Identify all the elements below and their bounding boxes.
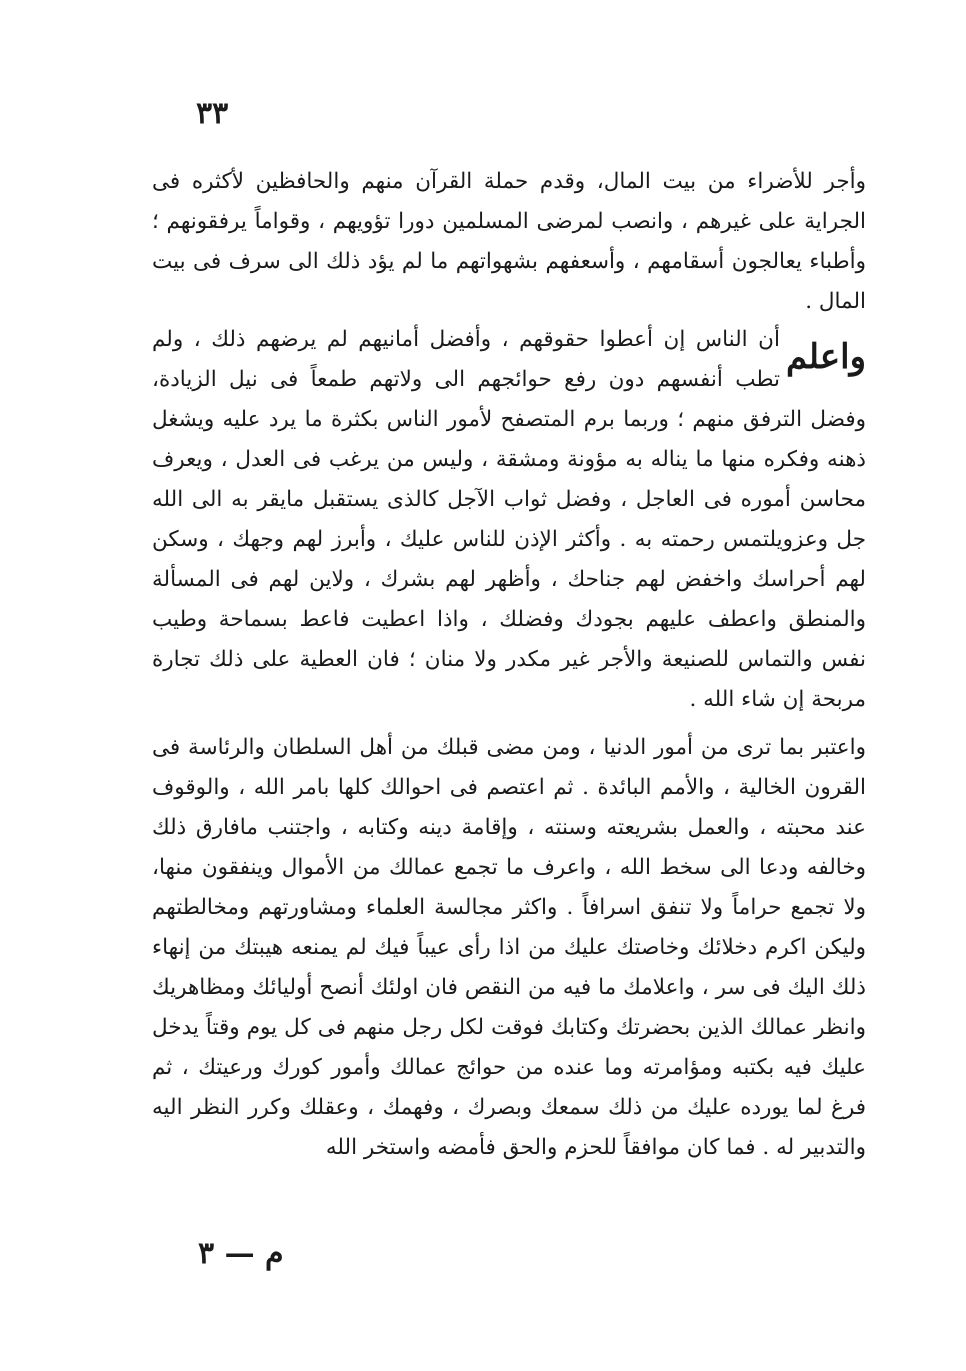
paragraph-1 <box>152 162 866 322</box>
page-number: ٣٣ <box>196 96 229 131</box>
paragraph-1-text: وأجر للأضراء من بيت المال، وقدم حملة القرآن منهم والحافظين لأكثره فى الجراية على غيرهم ، وانصب لمرضى المسلمين دورا تؤويهم ، وقواماً يرفقونهم ؛ وأطباء يعالجون أسقامهم ، وأسعفهم بشهواتهم ما لم يؤد ذلك الى سرف فى بيت المال . <box>152 169 866 314</box>
paragraph-3 <box>152 728 866 1168</box>
signature-mark: م — ٣ <box>198 1236 284 1271</box>
paragraph-2-text: أن الناس إن أعطوا حقوقهم ، وأفضل أمانيهم لم يرضهم ذلك ، ولم تطب أنفسهم دون رفع حوائجهم الى ولاتهم طمعاً فى نيل الزيادة، وفضل الترفق منهم ؛ وربما برم المتصفح لأمور الناس بكثرة ما يرد عليه ويشغل ذهنه وفكره منها ما يناله به مؤونة ومشقة ، وليس من يرغب فى العدل ، ويعرف محاسن أموره فى العاجل ، وفضل ثواب الآجل كالذى يستقبل مايقر به الى الله جل وعزويلتمس رحمته به . وأكثر الإذن للناس عليك ، وأبرز لهم وجهك ، وسكن لهم أحراسك واخفض لهم جناحك ، وأظهر لهم بشرك ، ولاين لهم فى المسألة والمنطق واعطف عليهم بجودك وفضلك ، واذا اعطيت فاعط بسماحة وطيب نفس والتماس للصنيعة والأجر غير مكدر ولا منان ؛ فان العطية على ذلك تجارة مربحة إن شاء الله . <box>152 327 866 712</box>
paragraph-3-text: واعتبر بما ترى من أمور الدنيا ، ومن مضى قبلك من أهل السلطان والرئاسة فى القرون الخالية ، والأمم البائدة . ثم اعتصم فى احوالك كلها بامر الله ، والوقوف عند محبته ، والعمل بشريعته وسنته ، وإقامة دينه وكتابه ، واجتنب مافارق ذلك وخالفه ودعا الى سخط الله ، واعرف ما تجمع عمالك من الأموال وينفقون منها، ولا تجمع حراماً ولا تنفق اسرافاً . واكثر مجالسة العلماء ومشاورتهم ومخالطتهم وليكن اكرم دخلائك وخاصتك عليك من اذا رأى عيباً فيك لم يمنعه هيبتك من إنهاء ذلك اليك فى سر ، واعلامك ما فيه من النقص فان اولئك أنصح أوليائك ومظاهريك وانظر عمالك الذين بحضرتك وكتابك فوقت لكل رجل منهم فى كل يوم وقتاً يدخل عليك فيه بكتبه ومؤامرته وما عنده من حوائج عمالك وأمور كورك ورعيتك ، ثم فرغ لما يورده عليك من ذلك سمعك وبصرك ، وفهمك ، وعقلك وكرر النظر اليه والتدبير له . فما كان موافقاً للحزم والحق فأمضه واستخر الله <box>152 735 866 1160</box>
paragraph-2-lead-word: واعلم <box>785 337 866 377</box>
paragraph-2 <box>152 320 866 720</box>
